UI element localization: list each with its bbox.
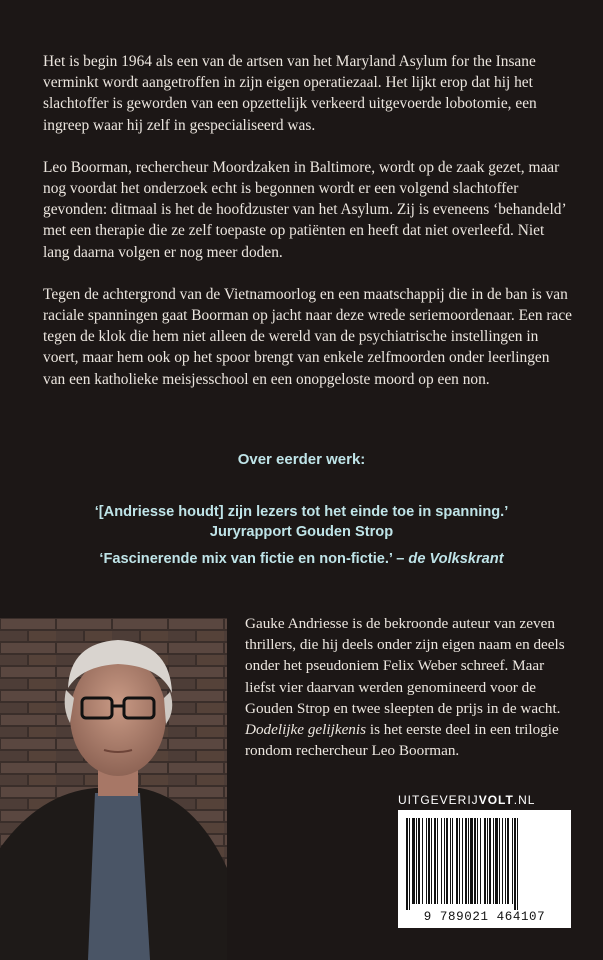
quote-1 — [30, 502, 573, 542]
barcode-bar — [517, 818, 518, 910]
barcode-bar — [484, 818, 486, 904]
barcode-bar — [459, 818, 460, 904]
barcode-bar — [465, 818, 467, 904]
publisher-prefix: UITGEVERIJ — [398, 793, 479, 807]
author-photo-illustration — [0, 618, 227, 960]
barcode-bar — [480, 818, 481, 904]
quote-1-source: Juryrapport Gouden Strop — [209, 524, 394, 540]
isbn-barcode — [398, 810, 571, 928]
barcode-bar — [428, 818, 430, 904]
isbn-digits: 9 789021 464107 — [423, 910, 546, 924]
quote-2-source: de Volkskrant — [408, 551, 504, 567]
book-title: Dodelijke gelijkenis — [245, 721, 367, 739]
publisher-name: VOLT — [478, 793, 514, 807]
barcode-bar — [489, 818, 491, 904]
blurb-paragraph-1: Het is begin 1964 als een van de artsen van het Maryland Asylum for the Insane verminkt wordt aangetroffen in zijn eigen operatiezaal. Het lijkt erop dat hij het slachtoffer is geworden van een opzettelijk verkeerd uitgevoerde lobotomie, een ingreep waar hij zelf in gespecialiseerd was. — [43, 53, 537, 134]
barcode-bar — [412, 818, 415, 904]
quote-1-text: ‘[Andriesse houdt] zijn lezers tot het einde toe in spanning.’ — [94, 504, 509, 520]
barcode-bar — [495, 818, 498, 904]
barcode-bar — [507, 818, 509, 904]
barcode-bar — [422, 818, 423, 904]
barcode-bar — [409, 818, 410, 910]
author-bio-text: Gauke Andriesse is de bekroonde auteur van zeven thrillers, die hij deels onder zijn eigen naam en deels onder het pseudoniem Felix Weber schreef. Maar liefst vier daarvan werden genomineerd voor de Gouden Strop en twee sleepten de prijs in de wacht. — [245, 615, 565, 717]
quote-2-text: ‘Fascinerende mix van fictie en non-fictie.’ – — [99, 551, 409, 567]
barcode-bar — [437, 818, 438, 904]
barcode-bar — [431, 818, 432, 904]
blurb-paragraph-2: Leo Boorman, rechercheur Moordzaken in Baltimore, wordt op de zaak gezet, maar nog voordat het onderzoek echt is begonnen wordt er een volgend slachtoffer gevonden: ditmaal is het de hoofdzuster van het Asylum. Zij is eveneens ‘behandeld’ met een therapie die ze zelf toepaste op patiënten en heeft dat niet overleefd. Niet lang daarna volgen er nog meer doden. — [43, 158, 566, 261]
barcode-bar — [499, 818, 500, 904]
barcode-bar — [505, 818, 506, 904]
barcode-bar — [502, 818, 503, 904]
barcode-bar — [512, 818, 513, 904]
barcode-bar — [406, 818, 408, 910]
quotes-heading: Over eerder werk: — [237, 451, 366, 468]
barcode-bar — [487, 818, 488, 904]
barcode-bar — [452, 818, 453, 904]
publisher-url — [398, 793, 571, 807]
barcode-bar — [446, 818, 448, 904]
quote-2 — [30, 551, 573, 567]
barcode-bar — [444, 818, 445, 904]
barcode-bar — [462, 818, 463, 904]
blurb-paragraph-3: Tegen de achtergrond van de Vietnamoorlog en een maatschappij die in de ban is van raciale spanningen gaat Boorman op jacht naar deze wrede seriemoordenaar. Een race tegen de klok die hem niet alleen de wereld van de psychiatrische instellingen in voert, maar hem ook op het spoor brengt van enkele zelfmoorden onder leerlingen van een katholieke meisjesschool en een onopgeloste moord op een non. — [43, 285, 572, 388]
barcode-bar — [418, 818, 420, 904]
back-cover-blurb — [43, 51, 573, 411]
barcode-bar — [468, 818, 469, 904]
barcode-bar — [434, 818, 436, 904]
barcode-bar — [426, 818, 427, 904]
publisher-suffix: .NL — [513, 793, 536, 807]
barcode-bar — [470, 818, 473, 904]
author-bio-text-end: is het eerste deel in een trilogie rondom rechercheur Leo Boorman. — [245, 721, 559, 760]
barcode-bar — [441, 818, 442, 904]
author-photo — [0, 618, 227, 960]
barcode-bar — [416, 818, 417, 904]
barcode-bar — [493, 818, 494, 904]
author-bio — [245, 613, 575, 761]
barcode-bar — [456, 818, 458, 904]
barcode-bar — [474, 818, 476, 904]
barcode-bar — [450, 818, 451, 904]
barcode-bar — [514, 818, 516, 910]
barcode-bar — [477, 818, 478, 904]
